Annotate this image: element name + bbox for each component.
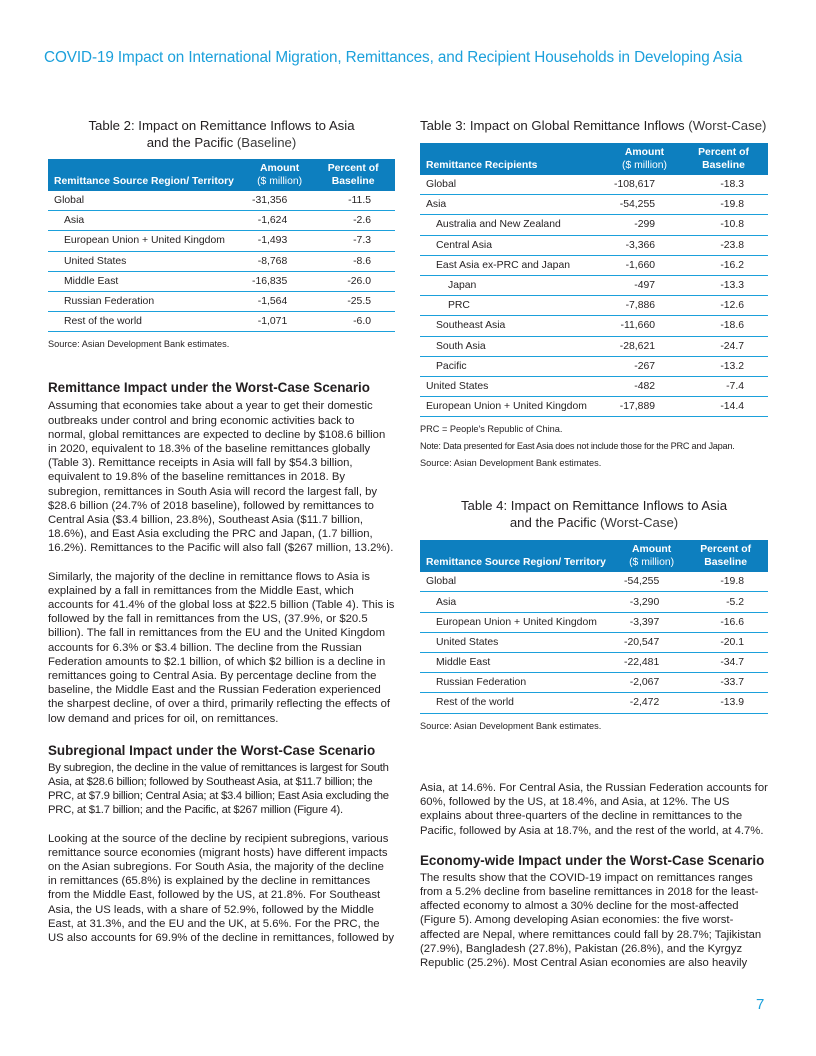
- row-percent: -13.3: [677, 275, 768, 295]
- table-row: [420, 572, 768, 592]
- row-label: Rest of the world: [48, 312, 248, 332]
- table3-caption-main: Table 3: Impact on Global Remittance Inflows: [420, 118, 685, 133]
- row-label: Asia: [420, 592, 620, 612]
- row-label: Global: [48, 191, 248, 211]
- table-row: [420, 693, 768, 713]
- row-percent: -18.6: [677, 316, 768, 336]
- table-row: [420, 175, 768, 195]
- row-percent: -12.6: [677, 296, 768, 316]
- table4-caption-line2: and the Pacific: [509, 515, 597, 531]
- row-amount: -1,624: [248, 211, 309, 231]
- row-percent: -16.6: [681, 612, 768, 632]
- table-row: [48, 211, 395, 231]
- worst-case-paragraph-1: Assuming that economies take about a year to get their domestic outbreaks under control and bring economic activities back to normal, global remittances are expected to decline by $108.6 billion in 2020, equivalent to 18.3% of the baseline remittances globally (Table 3). Remittance receipts in Asia will fall by $54.3 billion, equivalent to 19.8% of the baseline remittances in 2018. By subregion, remittances in South Asia will record the largest fall, by $28.6 billion (24.7% of 2018 baseline), followed by remittances to Central Asia ($3.4 billion, 23.8%), Southeast Asia ($11.7 billion, 18.6%), and East Asia excluding the PRC and Japan, (1.7 billion, 16.2%). Remittances to the Pacific will also fall ($267 million, 13.2%).: [48, 400, 394, 555]
- table-row: [48, 191, 395, 211]
- table-row: [420, 235, 768, 255]
- table3-col-percent: Percent of Baseline: [677, 143, 768, 175]
- table-row: [48, 291, 395, 311]
- table2-source: Source: Asian Development Bank estimates.: [48, 339, 230, 350]
- table2-caption-paren: (Baseline): [236, 135, 297, 150]
- row-percent: -10.8: [677, 215, 768, 235]
- row-amount: -16,835: [248, 271, 309, 291]
- row-label: Asia: [48, 211, 248, 231]
- row-label: Pacific: [420, 356, 610, 376]
- table-row: [420, 336, 768, 356]
- table3-caption: [420, 117, 768, 134]
- economy-paragraph-1: The results show that the COVID-19 impact on remittances ranges from a 5.2% decline from baseline remittances in 2018 for the least-affected economy to almost a 30% decline for the most-affected (Figure 5). Among developing Asian economies: the five worst-affected are Nepal, where remittances could fall by 28.7%; Tajikistan (27.9%), Bangladesh (27.8%), Pakistan (26.8%), and the Kyrgyz Republic (25.2%). Most Central Asian economies are also heavily: [420, 871, 762, 970]
- table-row: [420, 316, 768, 336]
- table-row: [420, 275, 768, 295]
- row-label: Japan: [420, 275, 610, 295]
- table-row: [420, 673, 768, 693]
- row-label: PRC: [420, 296, 610, 316]
- row-label: European Union + United Kingdom: [420, 397, 610, 417]
- table2-caption: [48, 117, 395, 151]
- table3: [420, 143, 768, 417]
- row-percent: -18.3: [677, 175, 768, 195]
- table-row: [420, 195, 768, 215]
- row-label: United States: [420, 376, 610, 396]
- economy-heading: Economy-wide Impact under the Worst-Case Scenario: [420, 852, 765, 868]
- table-row: [48, 231, 395, 251]
- row-label: European Union + United Kingdom: [420, 612, 620, 632]
- row-label: Rest of the world: [420, 693, 620, 713]
- table4-col-amount-label: Amount: [632, 544, 672, 556]
- table2-col-region: Remittance Source Region/ Territory: [48, 159, 248, 191]
- row-amount: -1,493: [248, 231, 309, 251]
- page-number: 7: [756, 996, 765, 1013]
- table4-col-amount: [620, 540, 681, 572]
- row-amount: -8,768: [248, 251, 309, 271]
- table3-note-prc: PRC = People's Republic of China.: [420, 424, 563, 435]
- left-column: [48, 117, 395, 945]
- row-amount: -1,660: [610, 255, 677, 275]
- table2-block: [48, 117, 395, 350]
- row-label: Global: [420, 572, 620, 592]
- row-label: Global: [420, 175, 610, 195]
- table-row: [420, 376, 768, 396]
- row-percent: -33.7: [681, 673, 768, 693]
- row-amount: -22,481: [620, 653, 681, 673]
- table2-col-amount: [248, 159, 309, 191]
- row-amount: -31,356: [248, 191, 309, 211]
- table3-col-recipients: Remittance Recipients: [420, 143, 610, 175]
- row-label: Middle East: [48, 271, 248, 291]
- table-row: [420, 356, 768, 376]
- row-amount: -3,366: [610, 235, 677, 255]
- table-row: [420, 296, 768, 316]
- table3-note-data: Note: Data presented for East Asia does not include those for the PRC and Japan.: [420, 441, 735, 452]
- row-amount: -497: [610, 275, 677, 295]
- row-percent: -7.3: [309, 231, 395, 251]
- row-amount: -11,660: [610, 316, 677, 336]
- table-row: [420, 592, 768, 612]
- table3-header-row: [420, 143, 768, 175]
- table-row: [48, 271, 395, 291]
- row-percent: -11.5: [309, 191, 395, 211]
- subregional-paragraph-3: Asia, at 14.6%. For Central Asia, the Russian Federation accounts for 60%, followed by the US, at 18.4%, and Asia, at 12%. The US explains about three-quarters of the decline in remittances to the Pacific, followed by Asia at 18.7%, and the rest of the world, at 4.7%.: [420, 782, 768, 837]
- row-amount: -54,255: [620, 572, 681, 592]
- row-percent: -34.7: [681, 653, 768, 673]
- row-label: East Asia ex-PRC and Japan: [420, 255, 610, 275]
- right-column-text: [420, 781, 768, 970]
- table-row: [420, 215, 768, 235]
- table3-col-amount-label: Amount: [624, 147, 665, 158]
- row-amount: -7,886: [610, 296, 677, 316]
- table2-col-amount-unit: ($ million): [257, 176, 303, 187]
- table4-caption: [420, 497, 768, 531]
- row-label: Russian Federation: [48, 291, 248, 311]
- row-percent: -6.0: [309, 312, 395, 332]
- row-label: Southeast Asia: [420, 316, 610, 336]
- table2-col-percent: Percent of Baseline: [309, 159, 395, 191]
- row-percent: -19.8: [677, 195, 768, 215]
- row-label: Australia and New Zealand: [420, 215, 610, 235]
- table2-col-amount-label: Amount: [260, 163, 300, 174]
- table2: [48, 159, 395, 332]
- row-label: European Union + United Kingdom: [48, 231, 248, 251]
- table2-header-row: [48, 159, 395, 191]
- worst-case-paragraph-2: Similarly, the majority of the decline in remittance flows to Asia is explained by a fall in remittances from the Middle East, which accounts for 41.4% of the global loss at $22.5 billion (Table 4). This is followed by the fall in remittances from the US, (37.9%, or $20.5 billion). The fall in remittances from the EU and the United Kingdom accounts for 6.3% or $3.4 billion. The decline from the Russian Federation amounts to $2.1 billion, of which $2 billion is a decline in remittances going to Central Asia. By percentage decline from the baseline, the Middle East and the Russian Federation experienced the sharpest decline, of over a third, primarily reflecting the effects of low demand and prices for oil, on remittances.: [48, 570, 395, 725]
- row-percent: -5.2: [681, 592, 768, 612]
- running-header: COVID-19 Impact on International Migration, Remittances, and Recipient Households in Developing Asia: [44, 49, 743, 66]
- row-percent: -25.5: [309, 291, 395, 311]
- table-row: [48, 251, 395, 271]
- row-percent: -26.0: [309, 271, 395, 291]
- table3-col-amount: [610, 143, 677, 175]
- row-label: United States: [420, 632, 620, 652]
- row-percent: -16.2: [677, 255, 768, 275]
- row-label: South Asia: [420, 336, 610, 356]
- row-amount: -1,564: [248, 291, 309, 311]
- worst-case-heading: Remittance Impact under the Worst-Case Scenario: [48, 380, 370, 396]
- row-amount: -267: [610, 356, 677, 376]
- row-percent: -7.4: [677, 376, 768, 396]
- row-amount: -28,621: [610, 336, 677, 356]
- row-amount: -299: [610, 215, 677, 235]
- row-label: Central Asia: [420, 235, 610, 255]
- row-amount: -2,472: [620, 693, 681, 713]
- row-percent: -8.6: [309, 251, 395, 271]
- table-row: [48, 312, 395, 332]
- table3-source: Source: Asian Development Bank estimates.: [420, 458, 602, 469]
- row-label: United States: [48, 251, 248, 271]
- subregional-paragraph-1: By subregion, the decline in the value of remittances is largest for South Asia, at $28.6 billion; followed by Southeast Asia, at $11.7 billion; the PRC, at $7.9 billion; Central Asia; at $3.4 billion; East Asia excluding the PRC, at $1.7 billion; and the Pacific, at $267 million (Figure 4).: [48, 761, 389, 817]
- row-amount: -2,067: [620, 673, 681, 693]
- table2-caption-main: Table 2: Impact on Remittance Inflows to Asia: [88, 118, 355, 133]
- row-amount: -3,290: [620, 592, 681, 612]
- row-amount: -17,889: [610, 397, 677, 417]
- row-percent: -14.4: [677, 397, 768, 417]
- row-amount: -3,397: [620, 612, 681, 632]
- table4: [420, 540, 768, 713]
- row-amount: -482: [610, 376, 677, 396]
- table4-caption-main: Table 4: Impact on Remittance Inflows to Asia: [460, 498, 728, 514]
- table-row: [420, 632, 768, 652]
- row-percent: -2.6: [309, 211, 395, 231]
- table-row: [420, 653, 768, 673]
- table-row: [420, 255, 768, 275]
- table2-caption-line2: and the Pacific: [146, 135, 234, 150]
- row-percent: -13.9: [681, 693, 768, 713]
- table4-source: Source: Asian Development Bank estimates.: [420, 720, 602, 731]
- row-percent: -23.8: [677, 235, 768, 255]
- row-percent: -19.8: [681, 572, 768, 592]
- row-amount: -108,617: [610, 175, 677, 195]
- table3-col-amount-unit: ($ million): [621, 160, 668, 171]
- subregional-heading: Subregional Impact under the Worst-Case Scenario: [48, 742, 376, 758]
- table4-col-percent: Percent of Baseline: [681, 540, 768, 572]
- table3-caption-paren: (Worst-Case): [688, 118, 767, 133]
- row-percent: -13.2: [677, 356, 768, 376]
- row-percent: -20.1: [681, 632, 768, 652]
- table4-caption-paren: (Worst-Case): [600, 515, 679, 531]
- table4-header-row: [420, 540, 768, 572]
- table4-col-amount-unit: ($ million): [629, 557, 675, 569]
- row-label: Middle East: [420, 653, 620, 673]
- table4-col-region: Remittance Source Region/ Territory: [420, 540, 620, 572]
- table-row: [420, 612, 768, 632]
- row-label: Russian Federation: [420, 673, 620, 693]
- row-amount: -54,255: [610, 195, 677, 215]
- row-percent: -24.7: [677, 336, 768, 356]
- row-amount: -1,071: [248, 312, 309, 332]
- row-label: Asia: [420, 195, 610, 215]
- table-row: [420, 397, 768, 417]
- right-column: [420, 117, 768, 732]
- row-amount: -20,547: [620, 632, 681, 652]
- subregional-paragraph-2: Looking at the source of the decline by recipient subregions, various remittance source economies (migrant hosts) have different impacts on the Asian subregions. For South Asia, the majority of the decline in remittances (65.8%) is explained by the decline in remittances from the Middle East, followed by the US, at 21.8%. For Southeast Asia, the US leads, with a share of 52.9%, followed by the Middle East, at 31.3%, and the EU and the UK, at 5.6%. For the PRC, the US also accounts for 69.9% of the decline in remittances, followed by: [48, 832, 394, 945]
